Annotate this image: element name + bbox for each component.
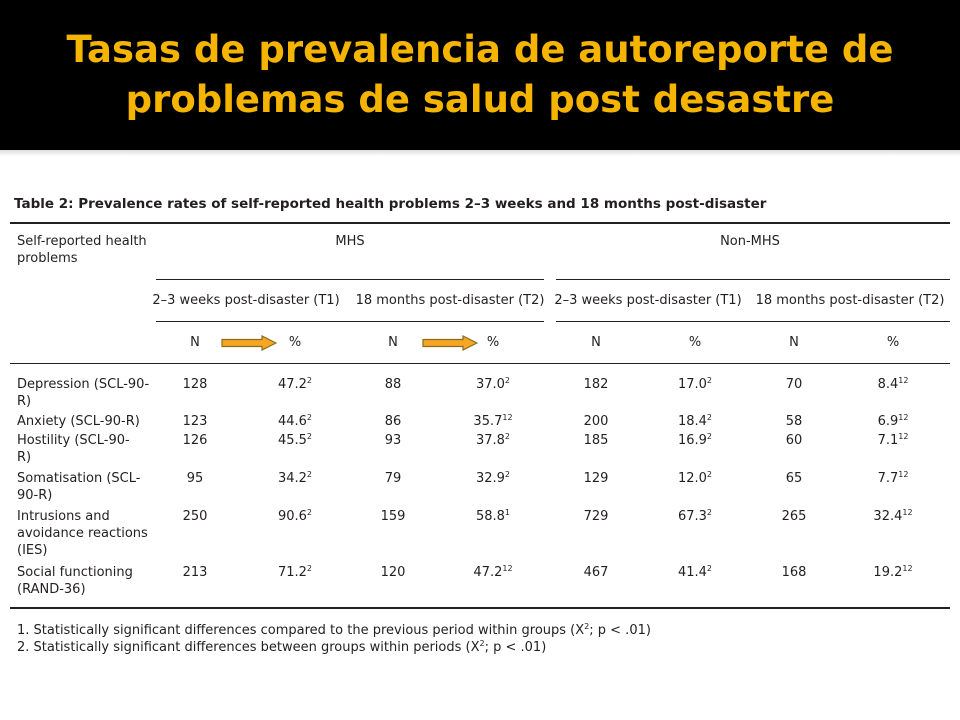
cell-mhs-t2-n: 159 [380, 509, 406, 524]
cell-non-t2-pct: $6.9^{12}$ [877, 413, 909, 429]
cell-non-t1-pct: 18.4$^2$ [677, 413, 713, 429]
cell-mhs-t1-n: 250 [182, 509, 208, 524]
header-non-mhs-t2: 18 months post-disaster (T2) [755, 293, 945, 308]
cell-mhs-t2-pct: 35.7$^{12}$ [473, 413, 513, 429]
mhs-group-rule [156, 279, 544, 280]
footnote-2: 2. Statistically significant differences between groups within periods ($X^2$; p < .01) [17, 639, 547, 655]
cell-non-t1-n: 129 [583, 471, 609, 486]
header-non-t1-pct: % [688, 335, 702, 350]
cell-mhs-t2-n: 120 [380, 565, 406, 580]
cell-non-t2-n: 265 [781, 509, 807, 524]
cell-mhs-t1-n: 128 [182, 377, 208, 392]
cell-mhs-t2-n: 93 [384, 433, 402, 448]
cell-mhs-t1-pct: 34.2$^2$ [277, 470, 313, 486]
cell-non-t2-n: 65 [785, 471, 803, 486]
cell-mhs-t1-n: 213 [182, 565, 208, 580]
cell-non-t1-n: 185 [583, 433, 609, 448]
cell-non-t1-n: 200 [583, 414, 609, 429]
cell-non-t1-pct: 16.9$^2$ [677, 432, 713, 448]
cell-mhs-t2-pct: 58.8$^1$ [475, 508, 511, 524]
cell-non-t1-pct: 12.0$^2$ [677, 470, 713, 486]
table-bottom-rule [10, 607, 950, 609]
slide-title-bar [0, 0, 960, 150]
cell-non-t2-pct: $7.7^{12}$ [877, 470, 909, 486]
table-top-rule [10, 222, 950, 224]
cell-mhs-t2-n: 79 [384, 471, 402, 486]
row-label: Somatisation (SCL-90-R) [17, 471, 141, 503]
header-group-non-mhs: Non-MHS [720, 234, 780, 249]
cell-mhs-t2-pct: 32.9$^2$ [475, 470, 511, 486]
cell-mhs-t2-pct: 37.0$^2$ [475, 376, 511, 392]
cell-non-t1-n: 729 [583, 509, 609, 524]
header-mhs-t2: 18 months post-disaster (T2) [355, 293, 545, 308]
cell-mhs-t1-pct: 90.6$^2$ [277, 508, 313, 524]
cell-non-t1-n: 467 [583, 565, 609, 580]
non-mhs-period-rule [556, 321, 950, 322]
cell-mhs-t1-n: 95 [186, 471, 204, 486]
header-mhs-t1-n: N [190, 335, 200, 350]
row-label: Intrusions and avoidance reactions (IES) [17, 509, 148, 558]
cell-non-t2-n: 70 [785, 377, 803, 392]
header-mhs-t2-n: N [388, 335, 398, 350]
header-non-t1-n: N [591, 335, 601, 350]
row-label: Hostility (SCL-90-R) [17, 433, 130, 465]
cell-non-t2-pct: 19.2$^{12}$ [873, 564, 913, 580]
cell-mhs-t2-n: 86 [384, 414, 402, 429]
cell-mhs-t1-pct: 45.5$^2$ [277, 432, 313, 448]
header-non-mhs-t1: 2–3 weeks post-disaster (T1) [554, 293, 742, 308]
cell-non-t1-pct: 67.3$^2$ [677, 508, 713, 524]
cell-mhs-t1-pct: 71.2$^2$ [277, 564, 313, 580]
header-group-mhs: MHS [335, 234, 365, 249]
row-label: Anxiety (SCL-90-R) [17, 414, 140, 429]
cell-non-t2-pct: $8.4^{12}$ [877, 376, 909, 392]
cell-non-t2-n: 58 [785, 414, 803, 429]
cell-mhs-t1-pct: 47.2$^2$ [277, 376, 313, 392]
arrow-right-icon [221, 335, 277, 351]
table-title: Table 2: Prevalence rates of self-reported health problems 2–3 weeks and 18 months post-disaster [14, 196, 767, 212]
cell-mhs-t2-n: 88 [384, 377, 402, 392]
cell-mhs-t2-pct: 37.8$^2$ [475, 432, 511, 448]
arrow-right-icon [422, 335, 478, 351]
cell-mhs-t1-n: 126 [182, 433, 208, 448]
slide-title-line-1: Tasas de prevalencia de autoreporte de [66, 28, 894, 71]
header-bottom-rule [10, 363, 950, 364]
cell-non-t2-pct: 32.4$^{12}$ [873, 508, 913, 524]
header-mhs-t1-pct: % [288, 335, 302, 350]
cell-non-t2-n: 60 [785, 433, 803, 448]
row-label: Depression (SCL-90-R) [17, 377, 150, 409]
slide-title-line-2: problemas de salud post desastre [125, 78, 835, 121]
header-non-t2-pct: % [886, 335, 900, 350]
cell-non-t1-pct: 41.4$^2$ [677, 564, 713, 580]
cell-non-t1-n: 182 [583, 377, 609, 392]
header-row-label: Self-reported health problems [17, 234, 147, 266]
cell-non-t2-pct: $7.1^{12}$ [877, 432, 909, 448]
title-divider [0, 150, 960, 156]
row-label: Social functioning (RAND-36) [17, 565, 133, 597]
footnote-1: 1. Statistically significant differences compared to the previous period within groups ($X^2$; p < .01) [17, 622, 651, 638]
cell-non-t2-n: 168 [781, 565, 807, 580]
header-non-t2-n: N [789, 335, 799, 350]
cell-non-t1-pct: 17.0$^2$ [677, 376, 713, 392]
non-mhs-group-rule [556, 279, 950, 280]
mhs-period-rule [156, 321, 544, 322]
cell-mhs-t2-pct: 47.2$^{12}$ [473, 564, 513, 580]
cell-mhs-t1-pct: 44.6$^2$ [277, 413, 313, 429]
header-mhs-t1: 2–3 weeks post-disaster (T1) [152, 293, 340, 308]
cell-mhs-t1-n: 123 [182, 414, 208, 429]
header-mhs-t2-pct: % [486, 335, 500, 350]
